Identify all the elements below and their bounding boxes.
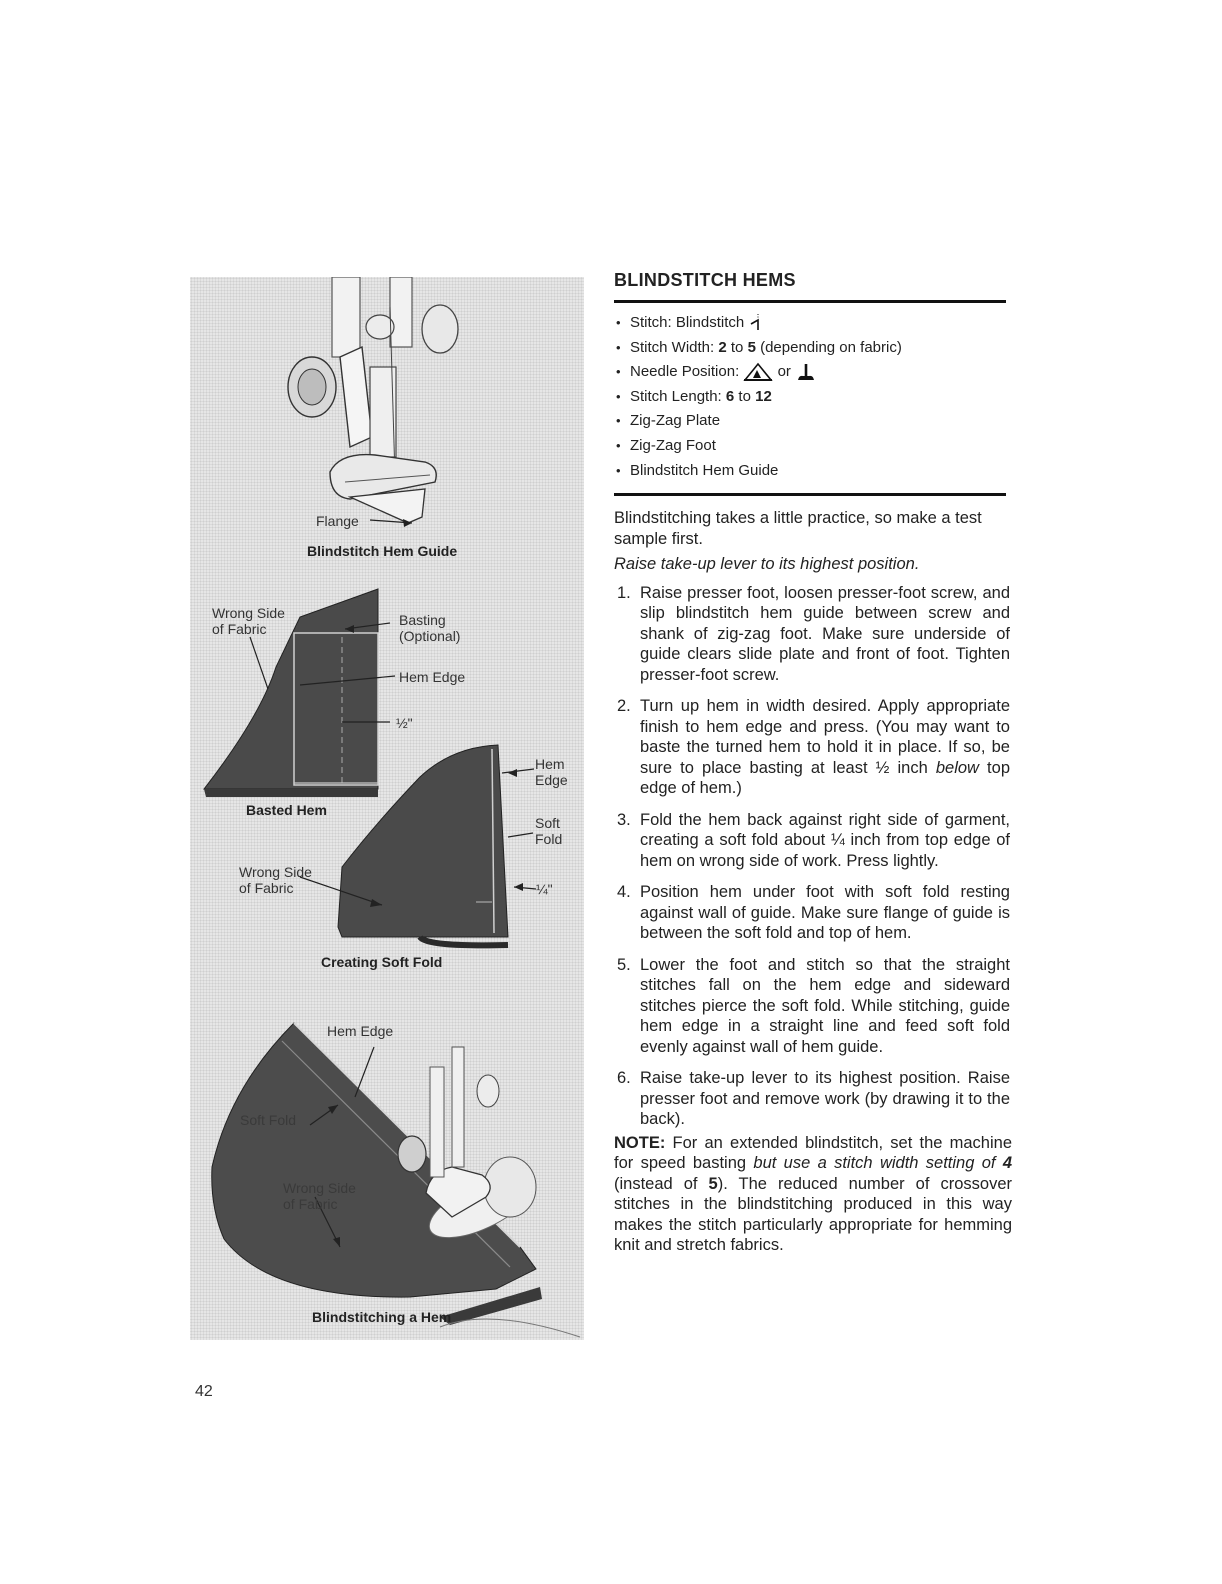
step-text: Position hem under foot with soft fold resting against wall of guide. Make sure flange of guide is between the soft fold and top of hem. [640, 883, 1010, 943]
intro-text: Blindstitching takes a little practice, so make a test sample first. [614, 509, 982, 548]
step-1 [614, 583, 1010, 686]
figure-hem-guide [190, 277, 584, 577]
needle-position-center-icon [795, 362, 817, 382]
spec-plate: • Zig-Zag Plate [614, 409, 1006, 434]
hem-edge-label: Hem Edge [399, 669, 466, 685]
step-2 [614, 696, 1010, 799]
blindstitch-symbol-icon [748, 312, 760, 334]
step-6 [614, 1068, 1010, 1130]
settings-list [614, 311, 1006, 496]
note-emphasis-bold: 4 [1002, 1154, 1012, 1173]
step-text: Fold the hem back against right side of garment, creating a soft fold about ¼ inch from top edge of hem on wrong side of work. Press lightly. [640, 810, 1010, 870]
step-number: 6. [617, 1069, 631, 1088]
soft-fold-drawing [190, 737, 584, 977]
note-bold: 5 [708, 1174, 718, 1193]
section-title: BLINDSTITCH HEMS [614, 270, 1006, 303]
flange-label: Flange [316, 513, 359, 529]
step-number: 5. [617, 955, 631, 974]
step-text: Raise take-up lever to its highest position. Raise presser foot and remove work (by drawing it to the back). [640, 1069, 1010, 1129]
caption-basted-hem: Basted Hem [246, 802, 327, 818]
spec-length-prefix: Stitch Length: [630, 387, 726, 405]
spec-stitch [614, 311, 1006, 336]
spec-width-to-word: to [726, 338, 748, 356]
wrong-side-label: Wrong Side of Fabric [212, 605, 285, 637]
instructions-column [614, 270, 1014, 1256]
step-number: 2. [617, 697, 631, 716]
figure-soft-fold [190, 737, 584, 977]
spec-length-to: 12 [755, 387, 772, 405]
spec-width [614, 336, 1006, 361]
soft-fold-label-2: Soft Fold [240, 1112, 297, 1128]
step-text-end: top edge of hem.) [640, 758, 1010, 798]
hem-edge-label-3: Hem Edge [327, 1023, 394, 1039]
note-text-b: (instead of [614, 1174, 709, 1193]
page-number: 42 [195, 1383, 213, 1400]
step-number: 4. [617, 883, 631, 902]
spec-length-from: 6 [725, 387, 735, 405]
spec-needle [614, 360, 1006, 385]
caption-blindstitching: Blindstitching a Hem [312, 1309, 452, 1325]
step-3 [614, 810, 1010, 872]
note-paragraph [614, 1133, 1012, 1256]
wrong-side-label-2: Wrong Side of Fabric [239, 864, 312, 896]
hem-edge-label-2: Hem Edge [535, 756, 568, 788]
step-text: Raise presser foot, loosen presser-foot screw, and slip blindstitch hem guide between screw and shank of zig-zag foot. Make sure underside of guide clears slide plate and front of foot. Tighten presser-foot screw. [640, 583, 1010, 684]
hem-guide-drawing [190, 277, 584, 577]
caption-soft-fold: Creating Soft Fold [321, 954, 443, 970]
step-text-emphasis: below [935, 758, 979, 777]
spec-stitch-text: Stitch: Blindstitch [630, 314, 745, 331]
note-label: NOTE: [614, 1133, 666, 1152]
step-number: 3. [617, 810, 631, 829]
spec-width-to: 5 [747, 338, 756, 356]
spec-length [614, 385, 1006, 410]
step-5 [614, 955, 1010, 1058]
spec-width-from: 2 [718, 338, 727, 356]
figure-blindstitching [190, 1007, 584, 1340]
caption-hem-guide: Blindstitch Hem Guide [307, 543, 458, 559]
italic-instruction: Raise take-up lever to its highest position. [614, 555, 920, 574]
spec-width-prefix: Stitch Width: [630, 338, 719, 356]
spec-guide: • Blindstitch Hem Guide [614, 459, 1006, 484]
wrong-side-label-3: Wrong Side of Fabric [283, 1180, 356, 1212]
steps-list [614, 583, 1010, 1130]
spec-width-suffix: (depending on fabric) [755, 338, 902, 356]
note-text-a: For an extended blindstitch, set the machine for speed basting [614, 1133, 1012, 1173]
spec-needle-or: or [773, 363, 796, 381]
spec-foot: • Zig-Zag Foot [614, 434, 1006, 459]
step-text: Lower the foot and stitch so that the straight stitches fall on the hem edge and sideward stitches pierce the soft fold. While stitching, guide hem edge in a straight line and feed soft fold evenly against wall of hem guide. [640, 955, 1010, 1056]
step-4 [614, 882, 1010, 944]
quarter-inch-label: ¼" [536, 881, 553, 897]
step-text: Turn up hem in width desired. Apply appropriate finish to hem edge and press. (You may want to baste the turned hem to hold it in place. If so, be sure to place basting at least ½ inch [640, 697, 1010, 777]
basting-label: Basting (Optional) [399, 612, 461, 644]
needle-position-left-icon [743, 362, 773, 382]
blindstitching-drawing [190, 1007, 584, 1340]
spec-length-to-word: to [734, 387, 756, 405]
note-emphasis: but use a stitch width setting of [753, 1154, 1003, 1173]
step-number: 1. [617, 583, 631, 602]
spec-needle-prefix: Needle Position: [630, 363, 740, 381]
half-inch-label: ½" [396, 715, 413, 731]
illustration-panel [190, 277, 584, 1340]
soft-fold-label: Soft Fold [535, 815, 563, 847]
note-text-c: ). The reduced number of crossover stitches in the blindstitching produced in this way makes the stitch particularly appropriate for hemming knit and stretch fabrics. [614, 1174, 1012, 1255]
